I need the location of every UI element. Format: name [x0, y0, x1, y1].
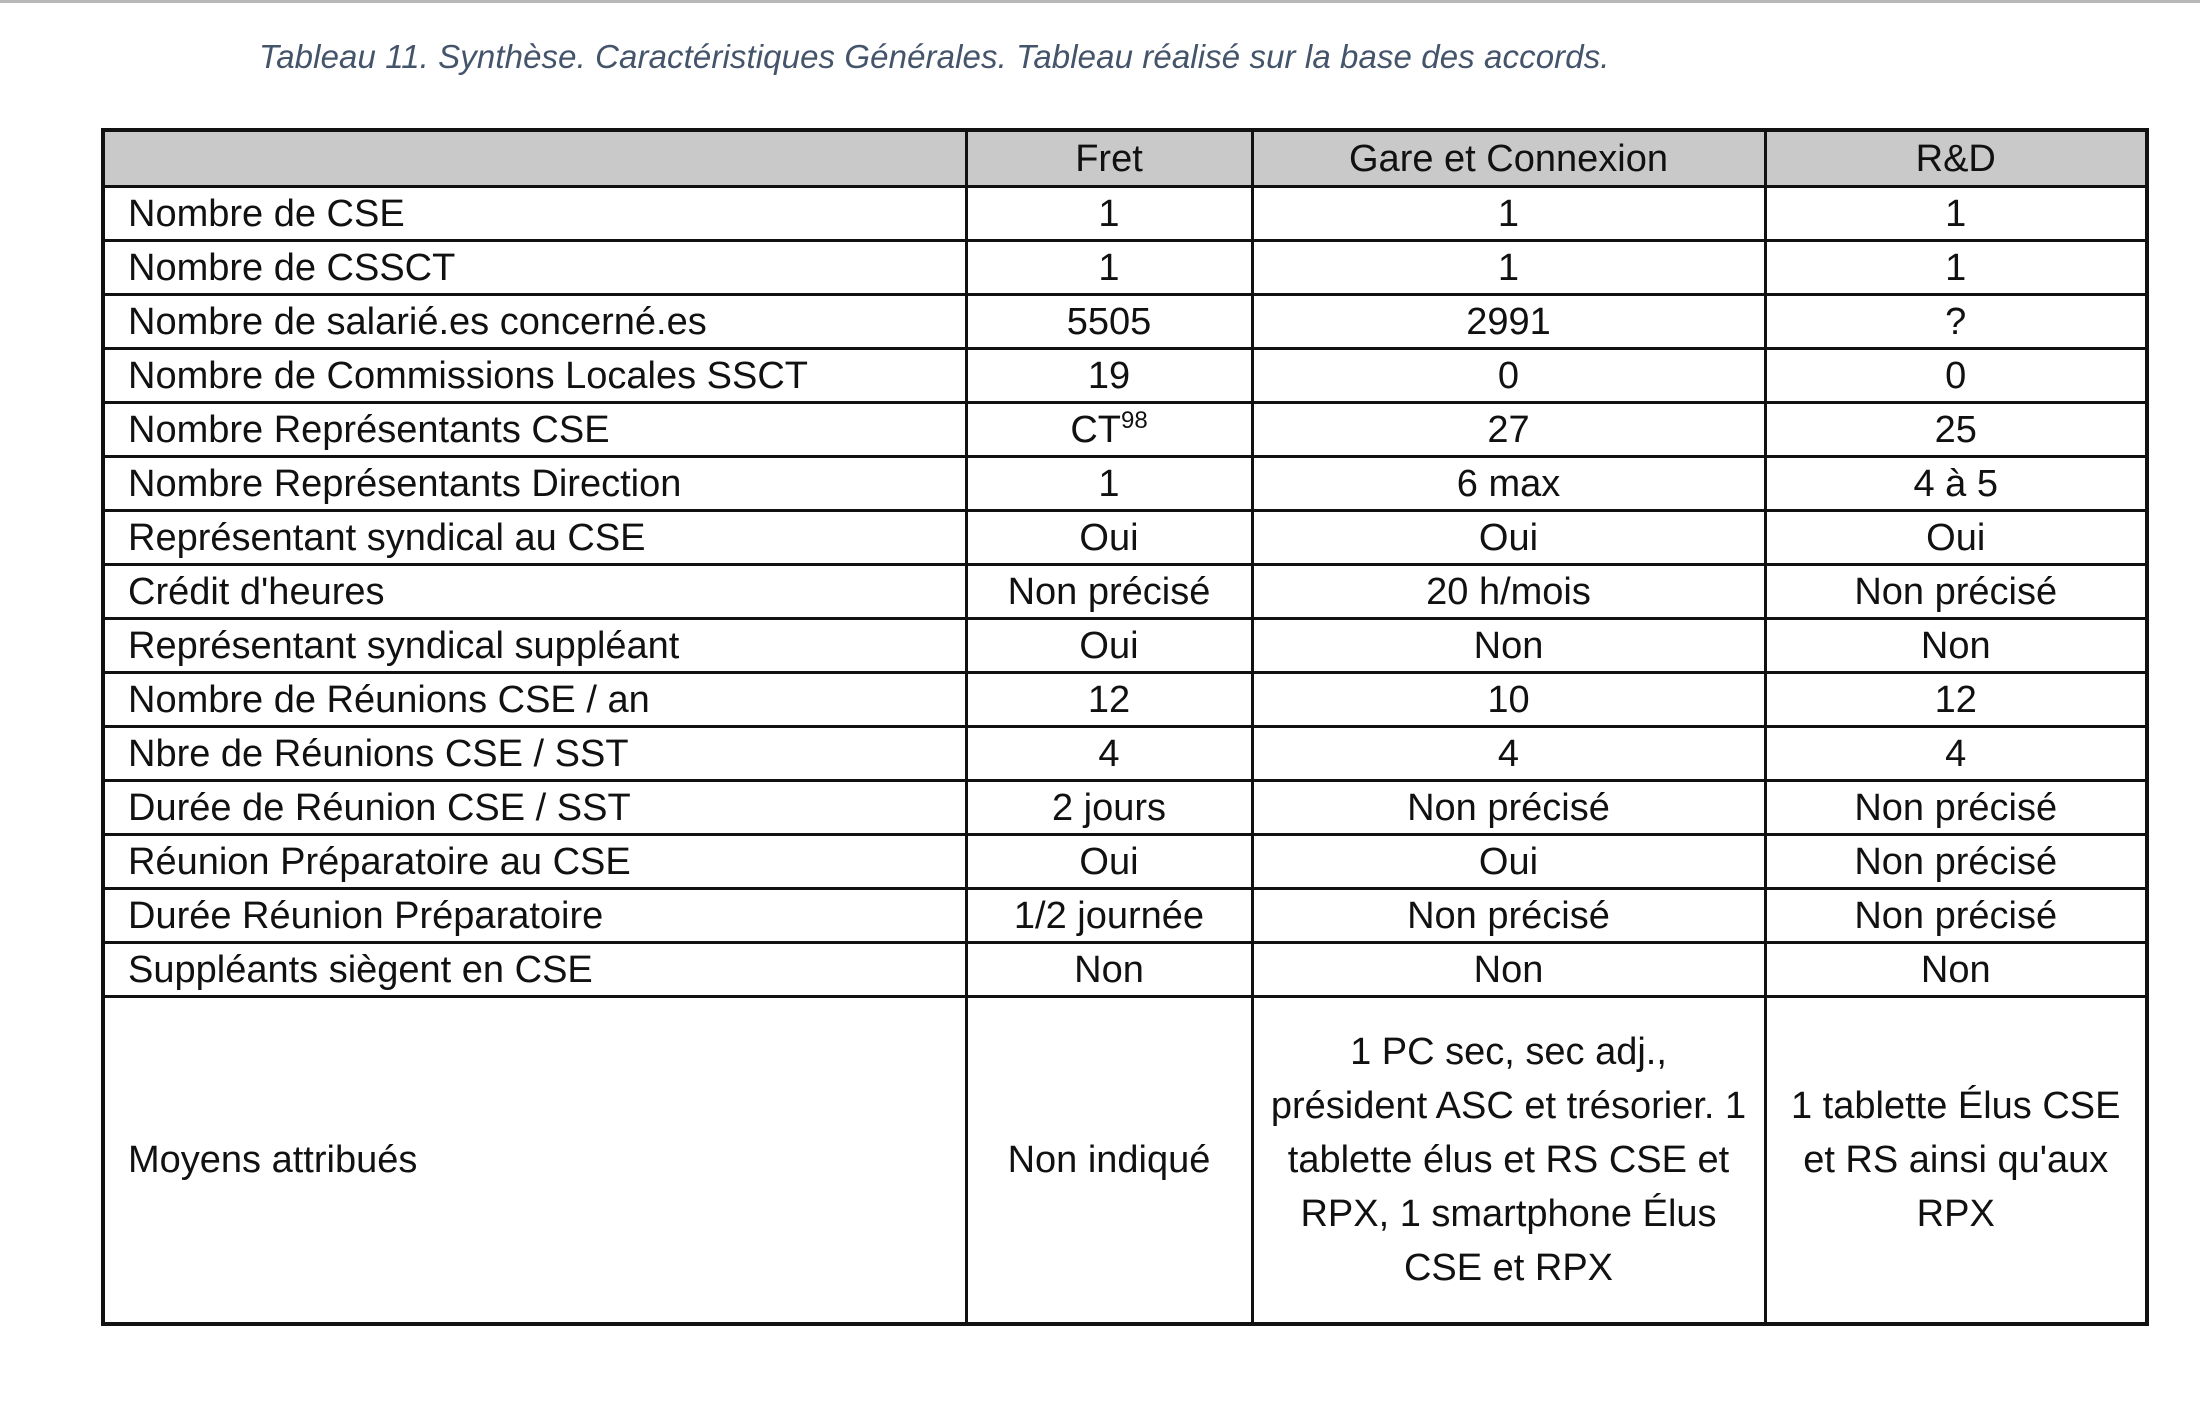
row-label: Moyens attribués: [103, 997, 966, 1325]
table-caption: Tableau 11. Synthèse. Caractéristiques Générales. Tableau réalisé sur la base des accords.: [259, 38, 1610, 75]
cell-rd: 1: [1765, 187, 2147, 241]
row-label: Nombre de CSSCT: [103, 241, 966, 295]
cell-gare: 4: [1252, 727, 1765, 781]
cell-fret: 1: [966, 241, 1252, 295]
row-label: Nombre de salarié.es concerné.es: [103, 295, 966, 349]
cell-fret: 12: [966, 673, 1252, 727]
cell-fret: Non précisé: [966, 565, 1252, 619]
row-label: Durée Réunion Préparatoire: [103, 889, 966, 943]
cell-fret: Oui: [966, 619, 1252, 673]
table-row: [103, 727, 2147, 781]
table-header: [103, 130, 2147, 187]
table-row: [103, 511, 2147, 565]
cell-gare: 20 h/mois: [1252, 565, 1765, 619]
cell-gare: 0: [1252, 349, 1765, 403]
cell-gare: Non: [1252, 619, 1765, 673]
cell-fret: 4: [966, 727, 1252, 781]
cell-rd: Oui: [1765, 511, 2147, 565]
table-row: [103, 889, 2147, 943]
cell-rd: 0: [1765, 349, 2147, 403]
cell-gare: Non précisé: [1252, 889, 1765, 943]
cell-fret: 1: [966, 457, 1252, 511]
cell-gare: 27: [1252, 403, 1765, 457]
table-row: [103, 673, 2147, 727]
cell-fret: 2 jours: [966, 781, 1252, 835]
row-label: Nombre Représentants Direction: [103, 457, 966, 511]
cell-gare: Oui: [1252, 835, 1765, 889]
table-row: [103, 295, 2147, 349]
cell-rd: Non: [1765, 943, 2147, 997]
table-row: [103, 457, 2147, 511]
cell-gare: 2991: [1252, 295, 1765, 349]
header-row: [103, 130, 2147, 187]
cell-fret: 19: [966, 349, 1252, 403]
table-row: [103, 565, 2147, 619]
cell-gare: Non précisé: [1252, 781, 1765, 835]
cell-rd: Non précisé: [1765, 889, 2147, 943]
cell-gare: 1: [1252, 187, 1765, 241]
cell-gare: 6 max: [1252, 457, 1765, 511]
table-row: [103, 187, 2147, 241]
row-label: Nbre de Réunions CSE / SST: [103, 727, 966, 781]
cell-rd: Non: [1765, 619, 2147, 673]
table-row: [103, 943, 2147, 997]
row-label: Nombre Représentants CSE: [103, 403, 966, 457]
table-body: [103, 187, 2147, 1325]
header-cell-gare-connexion: Gare et Connexion: [1252, 130, 1765, 187]
cell-gare: 1 PC sec, sec adj., président ASC et trésorier. 1 tablette élus et RS CSE et RPX, 1 smartphone Élus CSE et RPX: [1252, 997, 1765, 1325]
table-row: [103, 349, 2147, 403]
cell-fret: 1/2 journée: [966, 889, 1252, 943]
row-label: Suppléants siègent en CSE: [103, 943, 966, 997]
cell-gare: Oui: [1252, 511, 1765, 565]
row-label: Réunion Préparatoire au CSE: [103, 835, 966, 889]
cell-rd: 4: [1765, 727, 2147, 781]
cell-fret: Non: [966, 943, 1252, 997]
cell-rd: Non précisé: [1765, 565, 2147, 619]
header-cell-rd: R&D: [1765, 130, 2147, 187]
synthesis-table: [101, 128, 2149, 1326]
cell-rd: 4 à 5: [1765, 457, 2147, 511]
cell-rd: Non précisé: [1765, 781, 2147, 835]
header-cell-fret: Fret: [966, 130, 1252, 187]
cell-rd: 12: [1765, 673, 2147, 727]
cell-rd: 25: [1765, 403, 2147, 457]
cell-fret: [966, 403, 1252, 457]
cell-rd: Non précisé: [1765, 835, 2147, 889]
cell-fret: Oui: [966, 835, 1252, 889]
footnote-reference[interactable]: 98: [1120, 406, 1148, 434]
cell-gare: Non: [1252, 943, 1765, 997]
row-label: Nombre de Réunions CSE / an: [103, 673, 966, 727]
table-row: [103, 781, 2147, 835]
cell-fret-text: CT: [1070, 408, 1121, 451]
row-label: Nombre de CSE: [103, 187, 966, 241]
cell-gare: 10: [1252, 673, 1765, 727]
table-row: [103, 997, 2147, 1325]
table-row: [103, 241, 2147, 295]
row-label: Représentant syndical suppléant: [103, 619, 966, 673]
row-label: Crédit d'heures: [103, 565, 966, 619]
cell-gare: 1: [1252, 241, 1765, 295]
table-row: [103, 619, 2147, 673]
row-label: Représentant syndical au CSE: [103, 511, 966, 565]
table-row: [103, 835, 2147, 889]
header-cell-empty: [103, 130, 966, 187]
cell-rd: 1: [1765, 241, 2147, 295]
page-top-border: [0, 0, 2200, 3]
cell-fret: 5505: [966, 295, 1252, 349]
row-label: Durée de Réunion CSE / SST: [103, 781, 966, 835]
cell-rd: ?: [1765, 295, 2147, 349]
row-label: Nombre de Commissions Locales SSCT: [103, 349, 966, 403]
cell-fret: Oui: [966, 511, 1252, 565]
cell-rd: 1 tablette Élus CSE et RS ainsi qu'aux RPX: [1765, 997, 2147, 1325]
table-row: [103, 403, 2147, 457]
cell-fret: 1: [966, 187, 1252, 241]
cell-fret: Non indiqué: [966, 997, 1252, 1325]
